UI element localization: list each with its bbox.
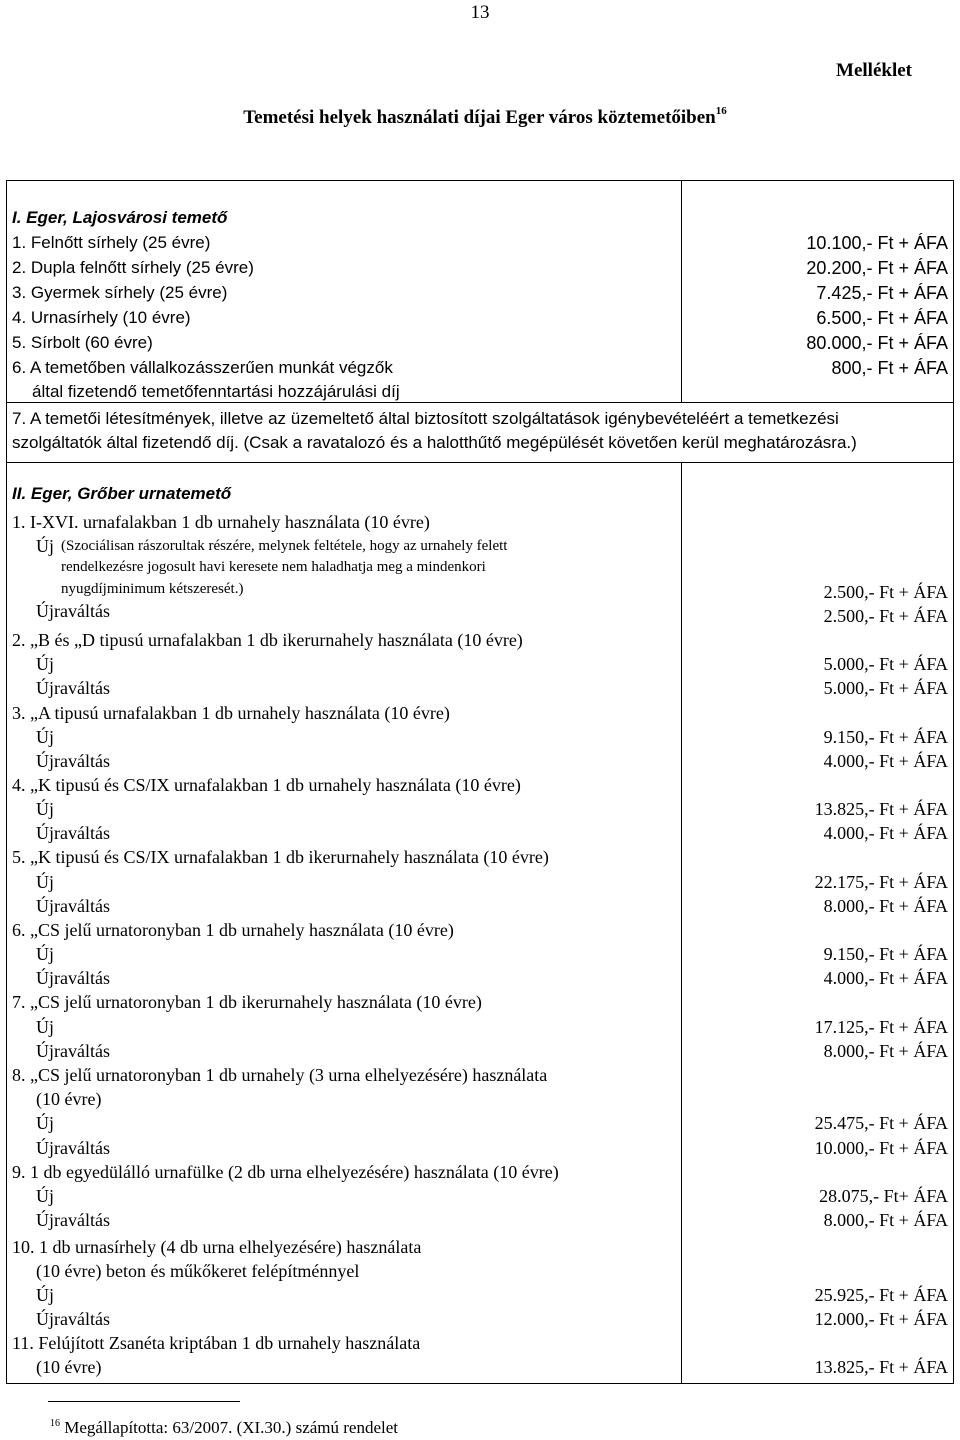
list-item: 8. „CS jelű urnatoronyban 1 db urnahely (3 urna elhelyezésére) használata: [12, 1065, 548, 1085]
footnote-text: Megállapította: 63/2007. (XI.30.) számú rendelet: [64, 1418, 399, 1437]
sub-item-new: Új: [36, 1186, 54, 1206]
price: 8.000,- Ft + ÁFA: [823, 1210, 948, 1230]
list-item-continuation: (10 évre) beton és műkőkeret felépítménnyel: [36, 1261, 360, 1281]
column-divider: [681, 180, 682, 402]
sub-item-renewal: Újraváltás: [36, 1041, 110, 1061]
column-divider: [681, 462, 682, 1384]
price: 12.000,- Ft + ÁFA: [814, 1309, 948, 1329]
list-item: 4. „K tipusú és CS/IX urnafalakban 1 db urnahely használata (10 évre): [12, 775, 521, 795]
list-item: 3. Gyermek sírhely (25 évre): [12, 283, 228, 302]
list-item: 6. A temetőben vállalkozásszerűen munkát végzők: [12, 358, 393, 377]
price: 4.000,- Ft + ÁFA: [823, 968, 948, 988]
price: 17.125,- Ft + ÁFA: [814, 1017, 948, 1037]
title-footnote-ref: 16: [715, 105, 727, 117]
price: 22.175,- Ft + ÁFA: [814, 872, 948, 892]
sub-item-renewal: Újraváltás: [36, 823, 110, 843]
price: 8.000,- Ft + ÁFA: [823, 896, 948, 916]
price: 25.925,- Ft + ÁFA: [814, 1285, 948, 1305]
price: 13.825,- Ft + ÁFA: [814, 799, 948, 819]
price: 2.500,- Ft + ÁFA: [823, 582, 948, 602]
sub-item-renewal: Újraváltás: [36, 968, 110, 988]
row-divider: [6, 462, 954, 463]
note-text: (Szociálisan rászorultak részére, melynek feltétele, hogy az urnahely felett: [61, 538, 508, 554]
price: 9.150,- Ft + ÁFA: [823, 727, 948, 747]
price: 4.000,- Ft + ÁFA: [823, 823, 948, 843]
price: 80.000,- Ft + ÁFA: [806, 333, 948, 353]
list-item-continuation: által fizetendő temetőfenntartási hozzájárulási díj: [32, 382, 400, 401]
sub-item-new: Új: [36, 944, 54, 964]
note-text: rendelkezésre jogosult havi keresete nem haladhatja meg a mindenkori: [61, 559, 486, 575]
sub-item-renewal: Újraváltás: [36, 1138, 110, 1158]
price: 4.000,- Ft + ÁFA: [823, 751, 948, 771]
price: 25.475,- Ft + ÁFA: [814, 1113, 948, 1133]
price: 6.500,- Ft + ÁFA: [816, 308, 948, 328]
price: 2.500,- Ft + ÁFA: [823, 606, 948, 626]
list-item: 11. Felújított Zsanéta kriptában 1 db urnahely használata: [12, 1333, 421, 1353]
sub-item-renewal: Újraváltás: [36, 1309, 110, 1329]
sub-item-renewal: Újraváltás: [36, 678, 110, 698]
list-item: 7. „CS jelű urnatoronyban 1 db ikerurnahely használata (10 évre): [12, 992, 482, 1012]
price: 800,- Ft + ÁFA: [831, 358, 948, 378]
sub-item-renewal: Újraváltás: [36, 896, 110, 916]
list-item: 7. A temetői létesítmények, illetve az üzemeltető által biztosított szolgáltatások igénybevételéért a temetkezési: [12, 409, 839, 428]
list-item-continuation: szolgáltatók által fizetendő díj. (Csak a ravatalozó és a halotthűtő megépülését követően kerül meghatározásra.): [12, 433, 857, 452]
list-item: 9. 1 db egyedülálló urnafülke (2 db urna elhelyezésére) használata (10 évre): [12, 1162, 559, 1182]
note-text: nyugdíjminimum kétszeresét.): [61, 581, 244, 597]
sub-item-new: Új: [36, 654, 54, 674]
price: 5.000,- Ft + ÁFA: [823, 678, 948, 698]
footnote: [50, 1418, 398, 1438]
price: 5.000,- Ft + ÁFA: [823, 654, 948, 674]
list-item-continuation: (10 évre): [36, 1357, 102, 1377]
list-item: 2. „B és „D tipusú urnafalakban 1 db ikerurnahely használata (10 évre): [12, 630, 523, 650]
price: 20.200,- Ft + ÁFA: [806, 258, 948, 278]
sub-item-new: Új: [36, 727, 54, 747]
price: 8.000,- Ft + ÁFA: [823, 1041, 948, 1061]
sub-item-new: Új: [36, 1113, 54, 1133]
list-item: 1. I-XVI. urnafalakban 1 db urnahely használata (10 évre): [12, 512, 430, 532]
list-item: 10. 1 db urnasírhely (4 db urna elhelyezésére) használata: [12, 1237, 422, 1257]
sub-item-new: Új: [36, 1285, 54, 1305]
page-title: [0, 105, 960, 129]
footnote-ref: 16: [50, 1418, 60, 1429]
sub-item-new: Új: [36, 536, 54, 556]
footnote-divider: [48, 1401, 240, 1402]
sub-item-new: Új: [36, 1017, 54, 1037]
list-item: 1. Felnőtt sírhely (25 évre): [12, 233, 211, 252]
price: 28.075,- Ft+ ÁFA: [819, 1186, 948, 1206]
price: 9.150,- Ft + ÁFA: [823, 944, 948, 964]
price: 7.425,- Ft + ÁFA: [816, 283, 948, 303]
list-item-continuation: (10 évre): [36, 1089, 102, 1109]
list-item: 3. „A tipusú urnafalakban 1 db urnahely használata (10 évre): [12, 703, 450, 723]
list-item: 5. Sírbolt (60 évre): [12, 333, 153, 352]
sub-item-new: Új: [36, 872, 54, 892]
sub-item-renewal: Újraváltás: [36, 601, 110, 621]
price: 10.000,- Ft + ÁFA: [814, 1138, 948, 1158]
section-2-heading: II. Eger, Grőber urnatemető: [12, 484, 232, 503]
price: 10.100,- Ft + ÁFA: [806, 233, 948, 253]
list-item: 5. „K tipusú és CS/IX urnafalakban 1 db ikerurnahely használata (10 évre): [12, 847, 549, 867]
page-title-text: Temetési helyek használati díjai Eger város köztemetőiben: [243, 107, 716, 128]
list-item: 6. „CS jelű urnatoronyban 1 db urnahely használata (10 évre): [12, 920, 454, 940]
sub-item-renewal: Újraváltás: [36, 1210, 110, 1230]
page-number: 13: [470, 2, 490, 23]
list-item: 4. Urnasírhely (10 évre): [12, 308, 191, 327]
list-item: 2. Dupla felnőtt sírhely (25 évre): [12, 258, 254, 277]
price: 13.825,- Ft + ÁFA: [814, 1357, 948, 1377]
sub-item-new: Új: [36, 799, 54, 819]
annex-label: Melléklet: [836, 60, 912, 81]
section-1-heading: I. Eger, Lajosvárosi temető: [12, 208, 228, 227]
sub-item-renewal: Újraváltás: [36, 751, 110, 771]
